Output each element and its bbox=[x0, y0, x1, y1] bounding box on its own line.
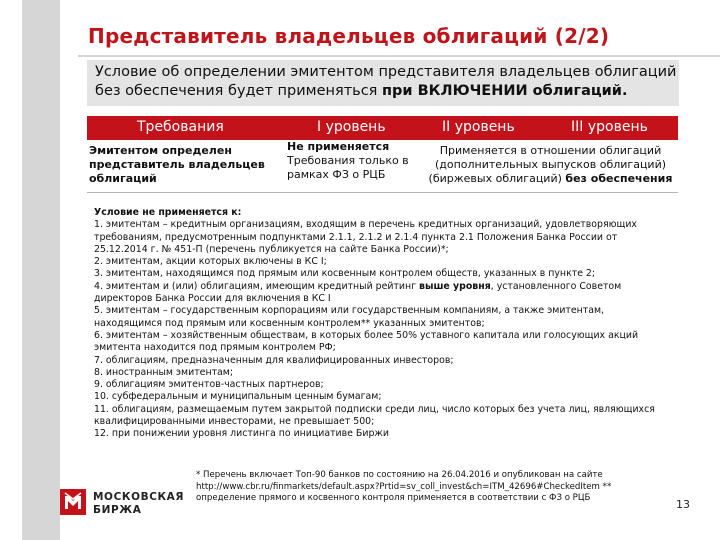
condition-line: 25.12.2014 г. № 451-П (перечень публикуется на сайте Банка России)*; bbox=[94, 243, 449, 255]
condition-line: квалифицированными инвесторами, не превышает 500; bbox=[94, 416, 375, 428]
level-1-note-line: рамках ФЗ о РЦБ bbox=[287, 168, 386, 181]
table-header bbox=[87, 116, 678, 140]
condition-line: эмитента находится под прямым контролем РФ; bbox=[94, 342, 336, 354]
condition-line: 7. облигациям, предназначенным для квалифицированных инвесторов; bbox=[94, 354, 454, 366]
logo-line-1: МОСКОВСКАЯ bbox=[93, 491, 185, 503]
level-1-cell bbox=[287, 140, 422, 182]
footnotes bbox=[196, 470, 666, 505]
logo-text bbox=[93, 491, 184, 516]
condition-line: 1. эмитентам – кредитным организациям, входящим в перечень кредитных организаций, удовлетворяющих bbox=[94, 219, 637, 231]
requirement-line: облигаций bbox=[89, 172, 157, 185]
moex-logo-icon bbox=[60, 489, 86, 515]
condition-line: 6. эмитентам – хозяйственным обществам, в которых более 50% уставного капитала или голосующих акций bbox=[94, 329, 639, 341]
condition-line bbox=[94, 281, 684, 293]
level-2-3-line bbox=[428, 172, 673, 186]
header-requirements: Требования bbox=[137, 119, 224, 135]
condition-line: находящимся под прямым или косвенным контролем** указанных эмитентов; bbox=[94, 317, 485, 329]
level-1-status: Не применяется bbox=[287, 140, 390, 153]
footnote-link[interactable]: http://www.cbr.ru/finmarkets/default.aspx?Prtid=sv_coll_invest&ch=ITM_42696#CheckedItem ** bbox=[196, 481, 612, 492]
condition-line: 3. эмитентам, находящимся под прямым или косвенным контролем обществ, указанных в пункте 2; bbox=[94, 268, 596, 280]
logo-line-2: БИРЖА bbox=[93, 503, 142, 516]
condition-line: 12. при понижении уровня листинга по инициативе Биржи bbox=[94, 428, 389, 440]
left-side-bar bbox=[22, 0, 60, 540]
condition-line: 8. иностранным эмитентам; bbox=[94, 366, 234, 378]
conditions-title: Условие не применяется к: bbox=[94, 207, 242, 218]
level-2-3-line: Применяется в отношении облигаций bbox=[439, 144, 662, 157]
level-2-3-line: (дополнительных выпусков облигаций) bbox=[434, 158, 667, 171]
footnote-line: определение прямого и косвенного контроля применяется в соответствии с ФЗ о РЦБ bbox=[196, 493, 591, 503]
header-level-1: I уровень bbox=[317, 119, 386, 135]
intro-line-2-bold: при ВКЛЮЧЕНИИ облигаций. bbox=[382, 83, 628, 99]
intro-line-1: Условие об определении эмитентом представителя владельцев облигаций bbox=[95, 64, 677, 80]
condition-line: 5. эмитентам – государственным корпорациям или государственным компаниям, а также эмитентам, bbox=[94, 305, 605, 317]
conditions-list bbox=[94, 207, 684, 441]
header-level-2: II уровень bbox=[442, 119, 515, 135]
moex-logo bbox=[60, 488, 190, 520]
footnote-line: * Перечень включает Топ-90 банков по состоянию на 26.04.2016 и опубликован на сайте bbox=[196, 470, 603, 480]
condition-4-text: 4. эмитентам и (или) облигациям, имеющим кредитный рейтинг bbox=[94, 280, 420, 292]
condition-4-bold: выше уровня bbox=[419, 280, 491, 292]
condition-line: требованиям, предусмотренным подпунктами 2.1.1, 2.1.2 и 2.1.4 пункта 2.1 Положения Банка России от bbox=[94, 231, 618, 243]
level-2-3-line-bold: без обеспечения bbox=[565, 172, 673, 185]
slide-title: Представитель владельцев облигаций (2/2) bbox=[88, 24, 610, 48]
condition-line: 2. эмитентам, акции которых включены в КС I; bbox=[94, 256, 327, 268]
condition-line: 9. облигациям эмитентов-частных партнеров; bbox=[94, 379, 324, 391]
requirement-line: Эмитентом определен bbox=[89, 144, 232, 157]
page-number: 13 bbox=[676, 498, 690, 511]
table-divider bbox=[87, 192, 678, 193]
level-2-3-cell bbox=[428, 144, 673, 186]
condition-4-suffix: , установленного Советом bbox=[490, 280, 622, 292]
requirement-cell bbox=[89, 144, 279, 186]
intro-box bbox=[87, 60, 679, 106]
condition-line: директоров Банка России для включения в КС I bbox=[94, 293, 331, 305]
condition-line: 11. облигациям, размещаемым путем закрытой подписки среди лиц, число которых без учета лиц, являющихся bbox=[94, 403, 655, 415]
requirement-line: представитель владельцев bbox=[89, 158, 265, 171]
header-level-3: III уровень bbox=[571, 119, 648, 135]
level-1-note-line: Требования только в bbox=[287, 154, 409, 167]
condition-line: 10. субфедеральным и муниципальным ценным бумагам; bbox=[94, 391, 382, 403]
title-divider bbox=[78, 55, 720, 57]
level-2-3-line-text: (биржевых облигаций) bbox=[428, 172, 566, 185]
intro-line-2-text: без обеспечения будет применяться bbox=[95, 83, 383, 99]
intro-line-2 bbox=[95, 82, 679, 101]
